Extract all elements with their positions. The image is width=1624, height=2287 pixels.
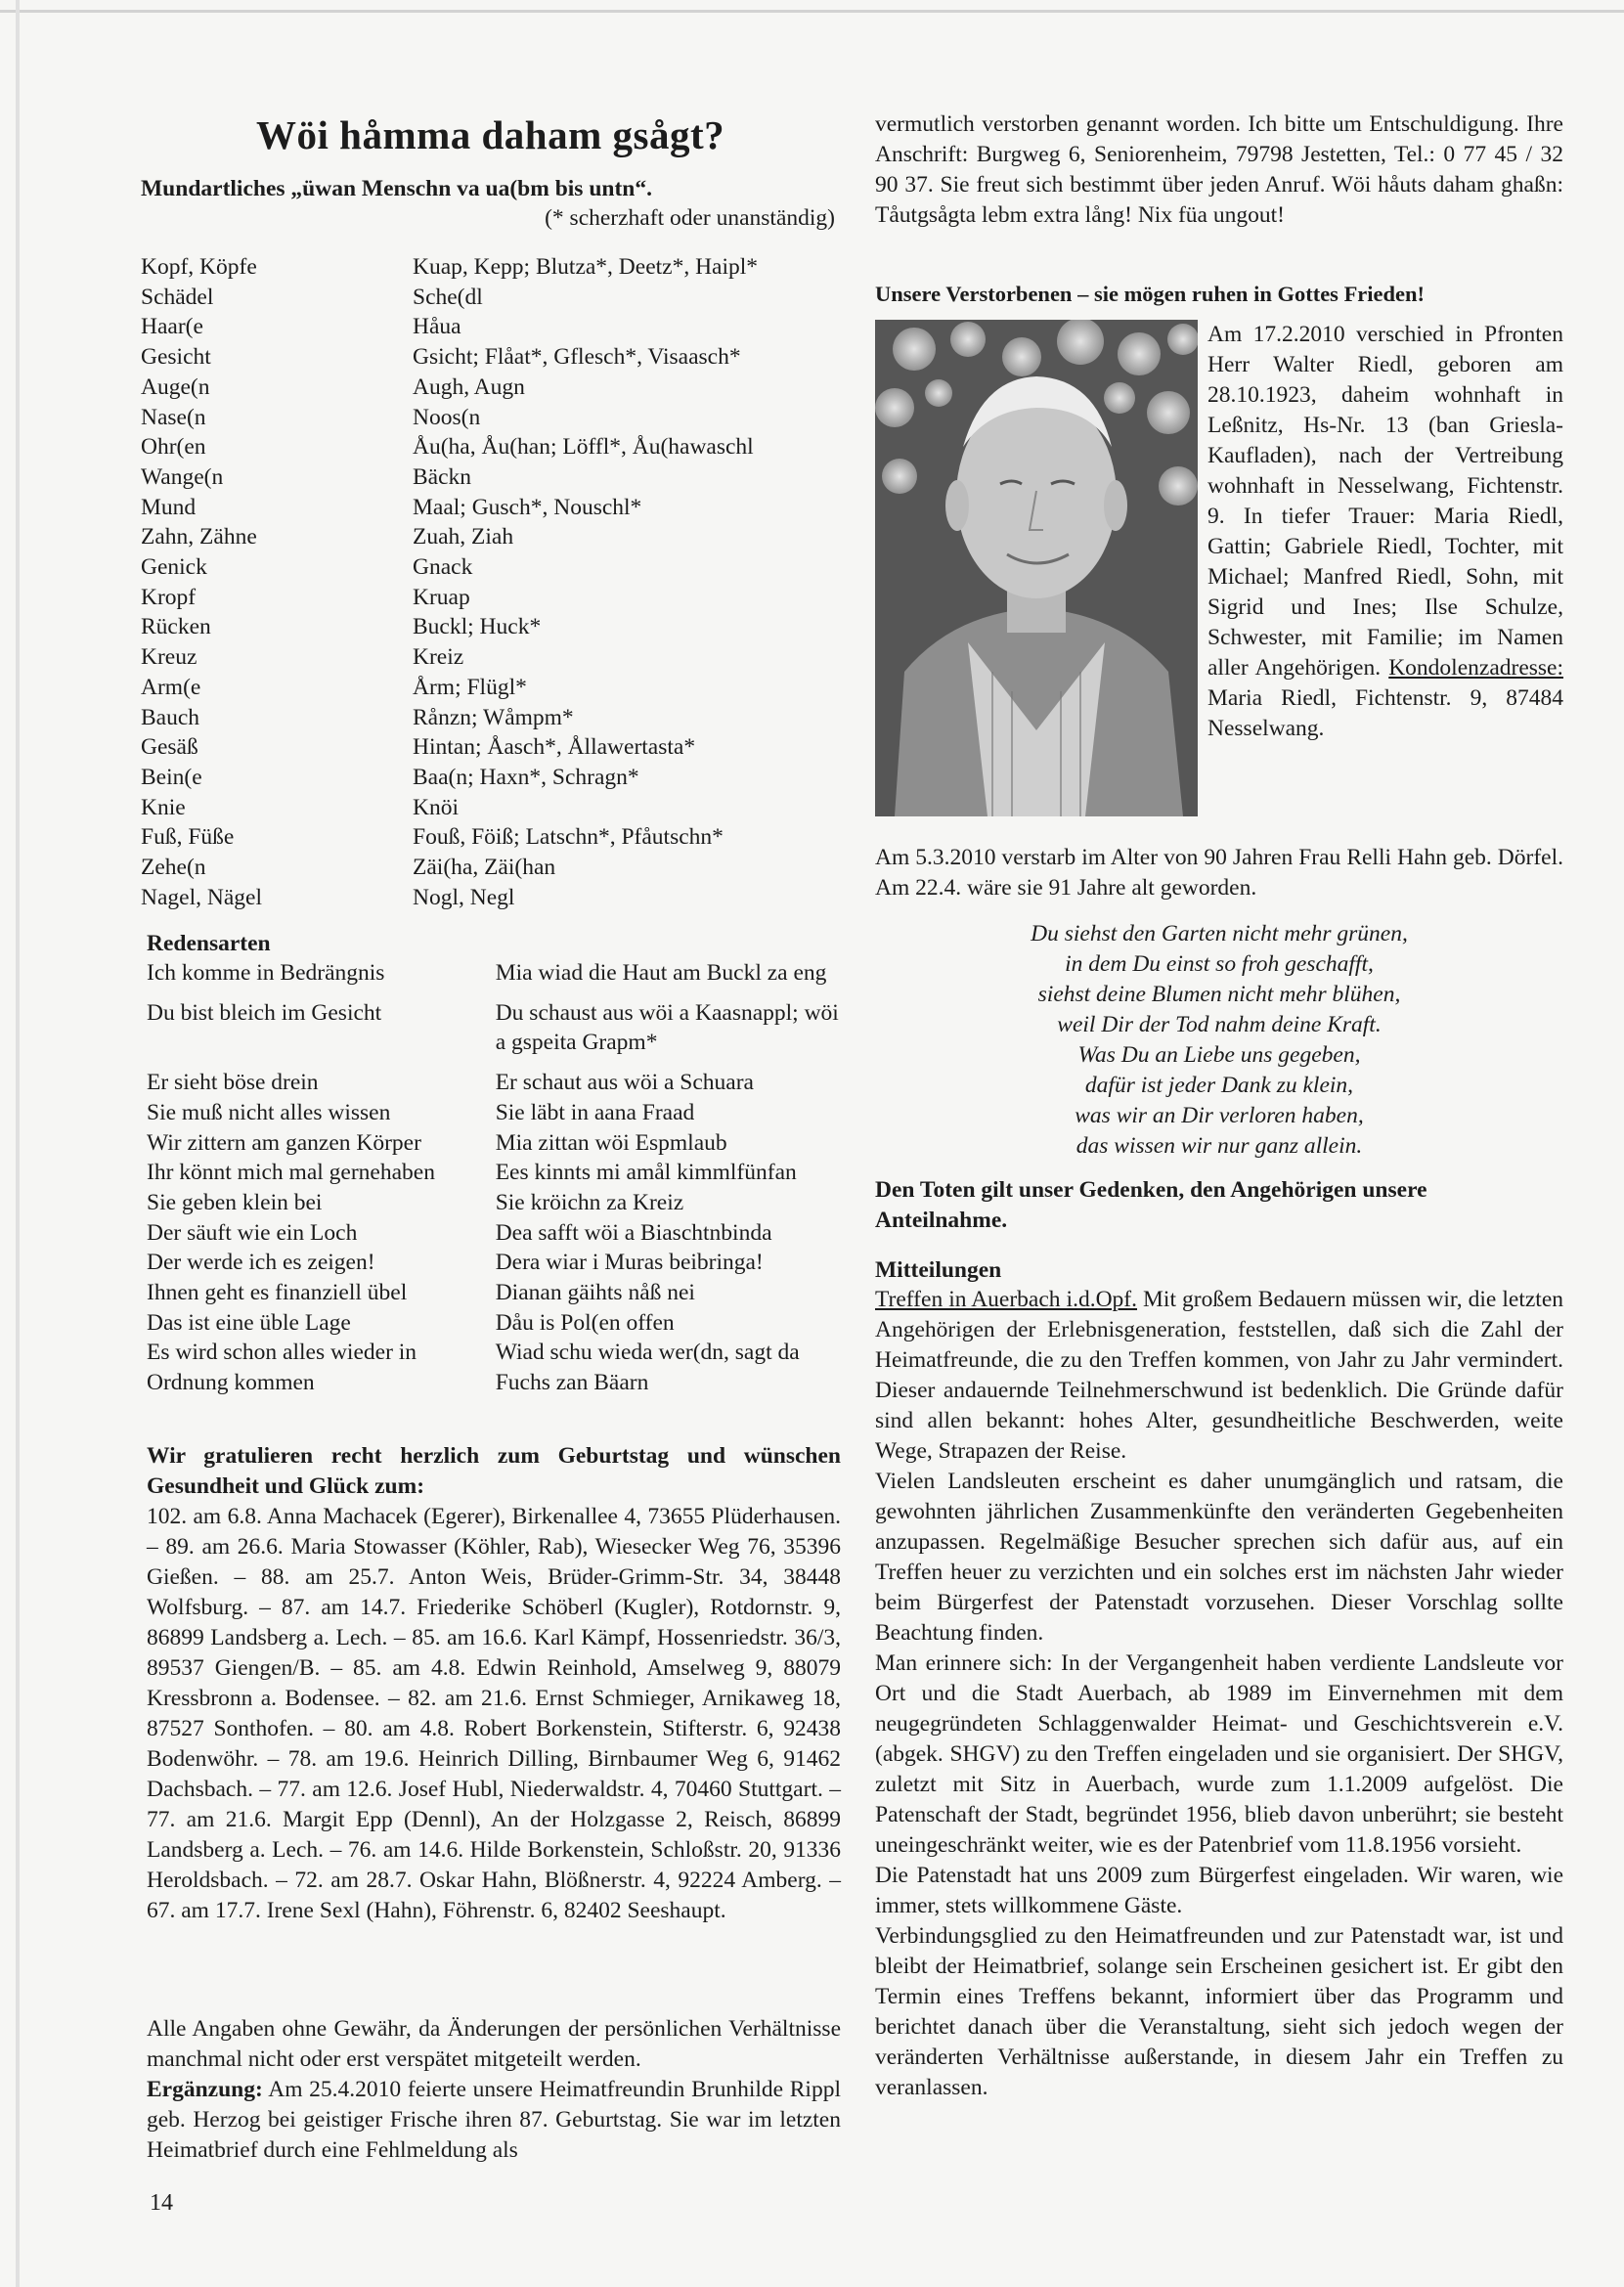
poem-line: Du siehst den Garten nicht mehr grünen, — [1031, 921, 1408, 946]
body-part-row — [141, 403, 758, 433]
saying-row — [147, 1098, 843, 1128]
german-term: Zahn, Zähne — [141, 524, 257, 550]
riedl-text: Am 17.2.2010 verschied in Pfronten Herr Walter Riedl, geboren am 28.10.1923, daheim wohnhaft in Leßnitz, Hs-Nr. 13 (ban Griesla-Kaufladen), nach der Vertreibung wohnhaft in Nesselwang, Fichtenstr. 9. In tiefer Trauer: Maria Riedl, Gattin; Gabriele Riedl, Tochter, mit Michael; Manfred Riedl, Sohn, mit Sigrid und Ines; Ilse Schulze, Schwester, mit Familie; im Namen aller Angehörigen. — [1207, 322, 1563, 681]
saying-german: Sie muß nicht alles wissen — [147, 1099, 391, 1125]
subtitle: Mundartliches „üwan Menschn va ua(bm bis untn“. — [141, 176, 652, 201]
saying-dialect: Du schaust aus wöi a Kaasnappl; wöi a gspeita Grapm* — [495, 999, 839, 1056]
german-term: Arm(e — [141, 674, 201, 700]
body-part-row — [141, 252, 758, 283]
body-part-row — [141, 642, 758, 673]
saying-german: Sie geben klein bei — [147, 1189, 323, 1215]
dialect-term: Hintan; Åasch*, Ållawertasta* — [413, 734, 696, 761]
body-parts-table — [141, 252, 758, 912]
dialect-term: Buckl; Huck* — [413, 614, 542, 640]
saying-dialect: Mia zittan wöi Espmlaub — [495, 1129, 727, 1156]
birthday-text: 102. am 6.8. Anna Machacek (Egerer), Birkenallee 4, 73655 Plüderhausen. – 89. am 26.6. Maria Stowasser (Köhler, Rab), Wiesecker Weg 76, 35396 Gießen. – 88. am 25.7. Anton Weis, Brüder-Grimm-Str. 34, 38448 Wolfsburg. – 87. am 14.7. Friederike Schöberl (Kugler), Rotdornstr. 9, 86899 Landsberg a. Lech. – 85. am 16.6. Karl Kämpf, Hossenriedstr. 36/3, 89537 Giengen/B. – 85. am 4.8. Edwin Reinhold, Amselweg 9, 88079 Kressbronn a. Bodensee. – 82. am 21.6. Ernst Schmieger, Arnikaweg 18, 87527 Sonthofen. – 80. am 4.8. Robert Borkenstein, Stifterstr. 6, 92438 Bodenwöhr. – 78. am 19.6. Heinrich Dilling, Birnbaumer Weg 6, 91462 Dachsbach. – 77. am 12.6. Josef Hubl, Niederwaldstr. 4, 70460 Stuttgart. – 77. am 21.6. Margit Epp (Dennl), An der Holzgasse 2, Reisch, 86899 Landsberg a. Lech. – 76. am 14.6. Hilde Borkenstein, Schloßstr. 20, 91336 Heroldsbach. – 72. am 28.7. Oskar Hahn, Blößnerstr. 4, 92224 Amberg. – 67. am 17.7. Irene Sexl (Hahn), Föhrenstr. 6, 82402 Seeshaupt. — [147, 1504, 841, 1923]
poem-line: weil Dir der Tod nahm deine Kraft. — [1057, 1012, 1382, 1037]
saying-dialect: Ees kinnts mi amål kimmlfünfan — [495, 1160, 797, 1186]
poem-line: das wissen wir nur ganz allein. — [1075, 1133, 1363, 1159]
german-term: Rücken — [141, 614, 211, 640]
body-part-row — [141, 312, 758, 342]
body-part-row — [141, 583, 758, 613]
dialect-term: Noos(n — [413, 404, 481, 430]
saying-german: Ihnen geht es finanziell übel — [147, 1280, 408, 1306]
saying-german: Wir zittern am ganzen Körper — [147, 1129, 421, 1156]
body-part-row — [141, 493, 758, 523]
dialect-term: Maal; Gusch*, Nouschl* — [413, 494, 642, 520]
saying-german: Der säuft wie ein Loch — [147, 1219, 358, 1246]
body-part-row — [141, 373, 758, 403]
saying-german: Ich komme in Bedrängnis — [147, 960, 385, 986]
german-term: Genick — [141, 554, 207, 581]
saying-german: Es wird schon alles wieder in Ordnung kommen — [147, 1340, 417, 1396]
page-edge — [0, 10, 1624, 13]
body-part-row — [141, 283, 758, 313]
german-term: Zehe(n — [141, 855, 206, 881]
german-term: Wange(n — [141, 463, 224, 490]
dialect-term: Årm; Flügl* — [413, 674, 527, 700]
german-term: Kreuz — [141, 644, 198, 671]
saying-dialect: Dianan gäihts nåß nei — [495, 1280, 695, 1306]
saying-dialect: Sie kröichn za Kreiz — [495, 1189, 684, 1215]
german-term: Gesäß — [141, 734, 198, 761]
saying-row — [147, 998, 843, 1058]
news-subheading: Treffen in Auerbach i.d.Opf. — [875, 1287, 1138, 1312]
saying-row — [147, 1278, 843, 1308]
page-title: Wöi håmma daham gsågt? — [256, 112, 725, 157]
deceased-heading: Unsere Verstorbenen – sie mögen ruhen in Gottes Frieden! — [875, 282, 1426, 306]
dialect-term: Nogl, Negl — [413, 884, 515, 910]
addendum-label: Ergänzung: — [147, 2077, 263, 2102]
addendum — [147, 2075, 841, 2166]
saying-row — [147, 958, 843, 989]
german-term: Nagel, Nägel — [141, 884, 262, 910]
saying-dialect: Mia wiad die Haut am Buckl za eng — [495, 960, 827, 986]
saying-german: Du bist bleich im Gesicht — [147, 999, 382, 1026]
poem-line: dafür ist jeder Dank zu klein, — [1084, 1073, 1354, 1098]
body-part-row — [141, 883, 758, 913]
news-paragraph-5: Verbindungsglied zu den Heimatfreunden und zur Patenstadt war, ist und bleibt der Heimatbrief, solange sein Erscheinen gesichert ist. Er gibt den Termin eines Treffens bekannt, informiert über das Programm und berichtet danach über die Veranstaltung, sieht sich jedoch wegen der veränderten Verhältnisse außerstande, in diesem Jahr ein Treffen zu veranlassen. — [875, 1923, 1563, 2100]
condolence-label: Kondolenzadresse: — [1388, 655, 1564, 681]
dialect-term: Bäckn — [413, 463, 472, 490]
german-term: Nase(n — [141, 404, 206, 430]
body-part-row — [141, 432, 758, 462]
saying-row — [147, 1128, 843, 1159]
saying-german: Das ist eine üble Lage — [147, 1309, 351, 1336]
sayings-table — [147, 958, 843, 1398]
body-part-row — [141, 793, 758, 823]
body-part-row — [141, 853, 758, 883]
saying-german: Der werde ich es zeigen! — [147, 1250, 375, 1276]
saying-row — [147, 1338, 843, 1397]
german-term: Bein(e — [141, 764, 202, 790]
body-part-row — [141, 673, 758, 703]
dialect-term: Rånzn; Wåmpm* — [413, 704, 574, 730]
page-number: 14 — [150, 2190, 173, 2216]
dialect-term: Åu(ha, Åu(han; Löffl*, Åu(hawaschl — [413, 434, 754, 461]
german-term: Knie — [141, 794, 186, 820]
german-term: Gesicht — [141, 344, 211, 371]
saying-spacer — [147, 989, 843, 998]
body-part-row — [141, 763, 758, 793]
poem-line: was wir an Dir verloren haben, — [1075, 1103, 1364, 1128]
dialect-term: Gnack — [413, 554, 473, 581]
german-term: Kropf — [141, 584, 197, 610]
saying-dialect: Wiad schu wieda wer(dn, sagt da Fuchs zan Bäarn — [495, 1340, 800, 1396]
saying-dialect: Dea safft wöi a Biaschtnbinda — [495, 1219, 772, 1246]
news-paragraph-1: Mit großem Bedauern müssen wir, die letzten Angehörigen der Erlebnisgeneration, feststellen, daß sich die Zahl der Heimatfreunde, die zu den Treffen kommen, von Jahr zu Jahr vermindert. Dieser andauernde Teilnehmerschwund ist bedenklich. Die Gründe dafür sind allen bekannt: hohes Alter, gesundheitliche Beschwerden, weite Wege, Strapazen der Reise. — [875, 1287, 1563, 1464]
dialect-term: Kreiz — [413, 644, 464, 671]
dialect-term: Fouß, Föiß; Latschn*, Pfåutschn* — [413, 824, 724, 851]
birthday-heading: Wir gratulieren recht herzlich zum Geburtstag und wünschen Gesundheit und Glück zum: — [147, 1443, 841, 1499]
memorial-poem — [875, 919, 1563, 1162]
dialect-term: Gsicht; Flåat*, Gflesch*, Visaasch* — [413, 344, 741, 371]
news-paragraph-4: Die Patenstadt hat uns 2009 zum Bürgerfest eingeladen. Wir waren, wie immer, stets willkommene Gäste. — [875, 1863, 1563, 1918]
dialect-term: Håua — [413, 314, 461, 340]
dialect-term: Sche(dl — [413, 284, 483, 310]
news-paragraph-2: Vielen Landsleuten erscheint es daher unumgänglich und ratsam, die gewohnten jährlichen Zusammenkünfte den veränderten Gegebenheiten anzupassen. Regelmäßige Besucher sprechen sich dafür aus, auf ein Treffen heuer zu verzichten und ein solches erst im nächsten Jahr wieder beim Bürgerfest der Patenstadt vorzusehen. Dieser Vorschlag sollte Beachtung finden. — [875, 1469, 1563, 1646]
body-part-row — [141, 462, 758, 493]
subtitle-note: (* scherzhaft oder unanständig) — [545, 205, 835, 231]
german-term: Bauch — [141, 704, 200, 730]
riedl-obituary — [1207, 320, 1563, 744]
german-term: Mund — [141, 494, 197, 520]
saying-german: Er sieht böse drein — [147, 1070, 319, 1096]
saying-row — [147, 1068, 843, 1098]
condolence-text: Maria Riedl, Fichtenstr. 9, 87484 Nesselwang. — [1207, 685, 1563, 741]
german-term: Haar(e — [141, 314, 203, 340]
saying-row — [147, 1248, 843, 1278]
saying-dialect: Dera wiar i Muras beibringa! — [495, 1250, 764, 1276]
body-part-row — [141, 552, 758, 583]
saying-dialect: Sie läbt in aana Fraad — [495, 1099, 695, 1125]
dialect-term: Baa(n; Haxn*, Schragn* — [413, 764, 639, 790]
news-paragraph-3: Man erinnere sich: In der Vergangenheit haben verdiente Landsleute vor Ort und die Stadt Auerbach, ab 1989 im Einvernehmen mit dem neugegründeten Schlaggenwalder Heimat- und Geschichtsverein e.V. (abgek. SHGV) zu den Treffen eingeladen und sie organisiert. Der SHGV, zuletzt mit Sitz in Auerbach, wurde zum 1.1.2009 aufgelöst. Die Patenschaft der Stadt, begründet 1956, blieb davon unberührt; sie besteht uneingeschränkt weiter, wie es der Patenbrief vom 11.8.1956 vorsieht. — [875, 1650, 1563, 1858]
saying-row — [147, 1158, 843, 1188]
german-term: Auge(n — [141, 374, 210, 400]
saying-dialect: Er schaut aus wöi a Schuara — [495, 1070, 754, 1096]
saying-german: Ihr könnt mich mal gernehaben — [147, 1160, 435, 1186]
body-part-row — [141, 522, 758, 552]
saying-dialect: Dåu is Pol(en offen — [495, 1309, 675, 1336]
body-part-row — [141, 612, 758, 642]
body-part-row — [141, 342, 758, 373]
saying-row — [147, 1308, 843, 1339]
news-heading: Mitteilungen — [875, 1257, 1002, 1283]
poem-line: Was Du an Liebe uns gegeben, — [1077, 1042, 1361, 1068]
addendum-text: Am 25.4.2010 feierte unsere Heimatfreundin Brunhilde Rippl geb. Herzog bei geistiger Frische ihren 87. Geburtstag. Sie war im letzten Heimatbrief durch eine Fehlmeldung als — [147, 2077, 841, 2163]
german-term: Ohr(en — [141, 434, 206, 461]
dialect-term: Augh, Augn — [413, 374, 525, 400]
dialect-term: Zäi(ha, Zäi(han — [413, 855, 556, 881]
disclaimer: Alle Angaben ohne Gewähr, da Änderungen der persönlichen Verhältnisse manchmal nicht oder erst verspätet mitgeteilt werden. — [147, 2016, 841, 2072]
portrait-image — [875, 320, 1198, 816]
german-term: Kopf, Köpfe — [141, 254, 257, 280]
poem-line: siehst deine Blumen nicht mehr blühen, — [1037, 982, 1401, 1007]
portrait-photo — [875, 320, 1198, 816]
dialect-term: Knöi — [413, 794, 459, 820]
body-part-row — [141, 732, 758, 763]
saying-row — [147, 1218, 843, 1249]
dialect-term: Kuap, Kepp; Blutza*, Deetz*, Haipl* — [413, 254, 759, 280]
memorial-line: Den Toten gilt unser Gedenken, den Angehörigen unsere Anteilnahme. — [875, 1177, 1427, 1233]
body-part-row — [141, 703, 758, 733]
saying-spacer — [147, 1058, 843, 1068]
german-term: Schädel — [141, 284, 214, 310]
page-edge-left — [16, 0, 20, 2287]
poem-line: in dem Du einst so froh geschafft, — [1065, 951, 1374, 977]
birthday-list — [147, 1502, 841, 1926]
dialect-term: Zuah, Ziah — [413, 524, 514, 550]
sayings-heading: Redensarten — [147, 931, 271, 956]
dialect-term: Kruap — [413, 584, 470, 610]
body-part-row — [141, 822, 758, 853]
news-text — [875, 1285, 1563, 2103]
saying-row — [147, 1188, 843, 1218]
continuation-text: vermutlich verstorben genannt worden. Ich bitte um Entschuldigung. Ihre Anschrift: Burgweg 6, Seniorenheim, 79798 Jestetten, Tel.: 0 77 45 / 32 90 37. Sie freut sich bestimmt über jeden Anruf. Wöi håuts daham ghaßn: Tåutgsågta lebm extra lång! Nix füa ungout! — [875, 111, 1563, 228]
hahn-obituary: Am 5.3.2010 verstarb im Alter von 90 Jahren Frau Relli Hahn geb. Dörfel. Am 22.4. wäre sie 91 Jahre alt geworden. — [875, 845, 1563, 901]
german-term: Fuß, Füße — [141, 824, 235, 851]
